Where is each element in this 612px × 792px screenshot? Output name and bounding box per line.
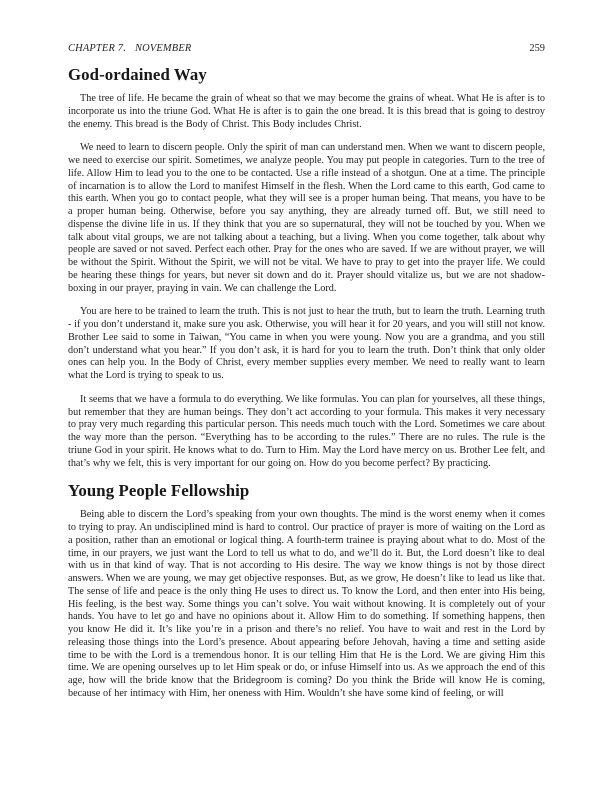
paragraph-tree-of-life: The tree of life. He became the grain of wheat so that we may become the grains of wheat. What He is after is to incorporate us into the triune God. What He is after is to gain the one bread. It is this bread that is going to destroy the enemy. This bread is the Body of Christ. This Body includes Christ. xyxy=(68,93,545,130)
chapter-label: CHAPTER 7. xyxy=(68,43,126,54)
section-heading-young-people-fellowship: Young People Fellowship xyxy=(68,481,250,501)
text-block xyxy=(68,42,545,712)
running-header xyxy=(68,42,545,55)
paragraph-learn-the-truth: You are here to be trained to learn the truth. This is not just to hear the truth, but to learn the truth. Learning truth - if you don’t understand it, make sure you ask. Otherwise, you will hear it for 20 years, and you will still not know. Brother Lee said to some in Taiwan, “You came in when you were young. Now you are a grandma, and you still don’t understand what you hear.” If you don’t ask, it is hard for you to learn the truth. Don’t think that only older ones can help you. In the Body of Christ, every member supplies every member. We need to really want to learn what the Lord is trying to speak to us. xyxy=(68,306,545,381)
paragraph-discern-lords-speaking: Being able to discern the Lord’s speaking from your own thoughts. The mind is the worst enemy when it comes to trying to pray. An undisciplined mind is hard to control. Our practice of prayer is more of waiting on the Lord as a position, rather than an emotional or logical thing. A fourth-term trainee is praying about what to do. Most of the time, in our prayers, we just want the Lord to tell us what to do, and we’ll do it. But, the Lord doesn’t like to deal with us in that kind of way. That is not according to His desire. The way we know things is not by those direct answers. When we are young, we may get objective responses. But, as we grow, He doesn’t like to lead us like that. The sense of life and peace is the only thing He uses to direct us. To know the Lord, and then enter into His being, His feeling, is the best way. Some things you can’t solve. You wait without knowing. It is completely out of your hands. You have to let go and have no opinions about it. Allow Him to do something. If something happens, then you know He did it. It’s like you’re in a prison and there’s no relief. You have to wait and rest in the Lord by releasing those things into the Lord’s presence. About appearing before Jehovah, having a time and setting aside time to be with the Lord is a tremendous honor. It is our telling Him that He is the Lord. We are giving Him this time. We are opening ourselves up to let Him speak or do, or infuse Himself into us. As we approach the end of this age, how will the bride know that the Bridegroom is coming? Do you think the Bride will know He is coming, because of her intimacy with Him, her oneness with Him. Wouldn’t she have some kind of feeling, or will xyxy=(68,509,545,699)
paragraph-formula: It seems that we have a formula to do everything. We like formulas. You can plan for yourselves, all these things, but remember that they are human beings. They don’t act according to your formula. This makes it very necessary to pray very much regarding this particular person. This needs much touch with the Lord. Sometimes we care about the way more than the person. “Everything has to be according to the rules.” There are no rules. The rule is the triune God in your spirit. He knows what to do. Turn to Him. May the Lord have mercy on us. Brother Lee felt, and that’s why we felt, this is very important for our going on. How do you become perfect? By practicing. xyxy=(68,393,545,469)
running-header-chapter xyxy=(68,42,191,55)
page-number: 259 xyxy=(529,43,545,54)
chapter-title: NOVEMBER xyxy=(135,43,192,54)
section-heading-god-ordained-way: God-ordained Way xyxy=(68,65,207,84)
paragraph-discern-people: We need to learn to discern people. Only the spirit of man can understand men. When we want to discern people, we need to exercise our spirit. Sometimes, we analyze people. You may put people in categories. Turn to the tree of life. Allow Him to lead you to the one to be contacted. Use a rifle instead of a shotgun. One at a time. The principle of incarnation is to allow the Lord to manifest Himself in the flesh. When the Lord came to this earth, God came to this earth. When you go to contact people, what they will see is a proper human being. That means, you have to be a proper human being. Otherwise, before you say anything, they are already turned off. But, we still need to dispense the divine life in us. If they think that you are so supernatural, they will not be touched by you. When we talk about vital groups, we are not talking about a teaching, but a living. When you come together, talk about why people are saved or not saved. Perfect each other. Pray for the ones who are saved. If we are without prayer, we will be without the Spirit. Without the Spirit, we will not be vital. We have to pray to get into the prayer life. We could be hearing these things for years, but never sit down and do it. Prayer should vitalize us, but we are not shadow-boxing in our prayer, praying in vain. We can challenge the Lord. xyxy=(68,142,545,294)
